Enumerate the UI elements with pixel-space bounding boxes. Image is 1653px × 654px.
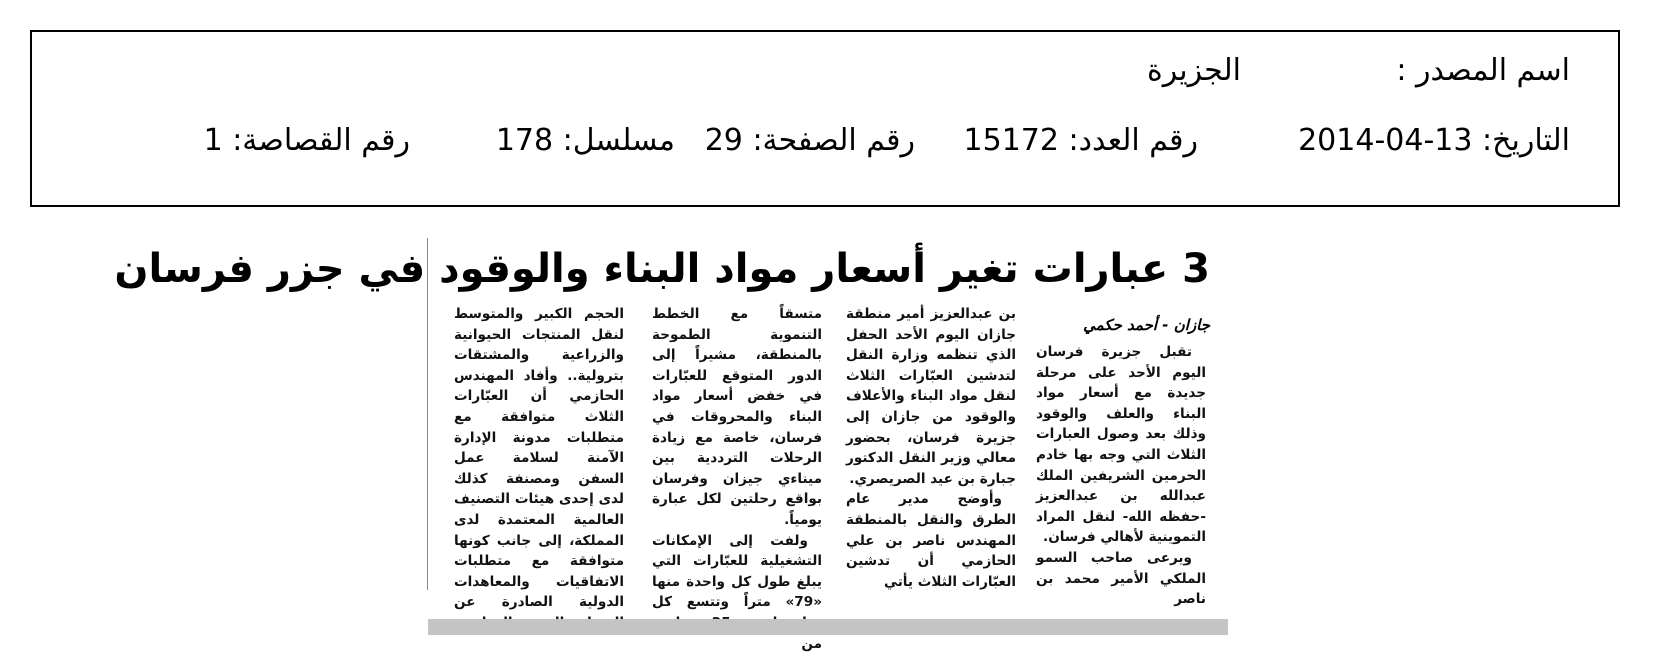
column-paragraph: متسقاً مع الخطط التنموية الطموحة بالمنطقة، مشيراً إلى الدور المتوقع للعبّارات في خفض أسعار مواد البناء والمحروقات في فرسان، خاصة مع زيادة الرحلات الترددية بين ميناءي جيزان وفرسان بواقع رحلتين لكل عبارة يومياً. bbox=[652, 306, 822, 528]
column-paragraph: الحجم الكبير والمتوسط لنقل المنتجات الحيوانية والزراعية والمشتقات بترولية.. وأفاد المهندس الحازمي أن العبّارات الثلاث متوافقة مع متطلبات مدونة الإدارة الآمنة لسلامة عمل السفن ومصنفة كذلك لدى إحدى هيئات التصنيف العالمية المعتمدة لدى المملكة، إلى جانب كونها متوافقة مع متطلبات الاتفاقيات والمعاهدات الدولية الصادرة عن bbox=[454, 306, 624, 611]
article-byline: جازان - أحمد حكمي bbox=[1083, 316, 1210, 334]
column-paragraph: ولفت إلى الإمكانات التشغيلية للعبّارات التي يبلغ طول كل واحدة منها «79» متراً وتتسع كل من bbox=[652, 532, 822, 652]
article-column-2 bbox=[846, 304, 1016, 592]
article-headline: 3 عبارات تغير أسعار مواد البناء والوقود في جزر فرسان bbox=[114, 246, 1210, 292]
date-field: التاريخ: 13-04-2014 bbox=[1298, 123, 1570, 158]
column-paragraph: بن عبدالعزيز أمير منطقة جازان اليوم الأحد الحفل الذي تنظمه وزارة النقل لتدشين العبّارات الثلاث لنقل مواد البناء والأعلاف والوقود من جازان إلى جزيرة فرسان، بحضور معالي وزير النقل الدكتور جبارة بن عيد الصريصري. bbox=[846, 306, 1016, 487]
article-column-1 bbox=[1036, 342, 1206, 610]
issue-number-field: رقم العدد: 15172 bbox=[963, 123, 1198, 158]
newspaper-clipping bbox=[114, 238, 1228, 652]
serial-number-field: مسلسل: 178 bbox=[495, 123, 675, 158]
column-paragraph: تقبل جزيرة فرسان اليوم الأحد على مرحلة جديدة مع أسعار مواد البناء والعلف والوقود وذلك بعد وصول العبارات الثلاث التي وجه بها خادم الحرمين الشريفين الملك عبدالله بن عبدالعزيز -حفظه الله- لنقل المراد التموينية لأهالي فرسان. bbox=[1036, 344, 1206, 546]
page-number-field: رقم الصفحة: 29 bbox=[704, 123, 915, 158]
clipping-info-box bbox=[30, 30, 1620, 207]
source-value: الجزيرة bbox=[1146, 53, 1241, 88]
column-paragraph: ويرعى صاحب السمو الملكي الأمير محمد بن ناصر bbox=[1036, 549, 1206, 608]
article-column-3 bbox=[652, 304, 822, 654]
clip-number-field: رقم القصاصة: 1 bbox=[203, 123, 410, 158]
clipping-bottom-bar bbox=[428, 619, 1228, 635]
column-paragraph: وأوضح مدير عام الطرق والنقل بالمنطقة المهندس ناصر بن علي الحازمي أن تدشين العبّارات الثلاث يأتي bbox=[846, 491, 1016, 590]
source-label: اسم المصدر : bbox=[1396, 53, 1570, 88]
article-column-4 bbox=[454, 304, 624, 634]
